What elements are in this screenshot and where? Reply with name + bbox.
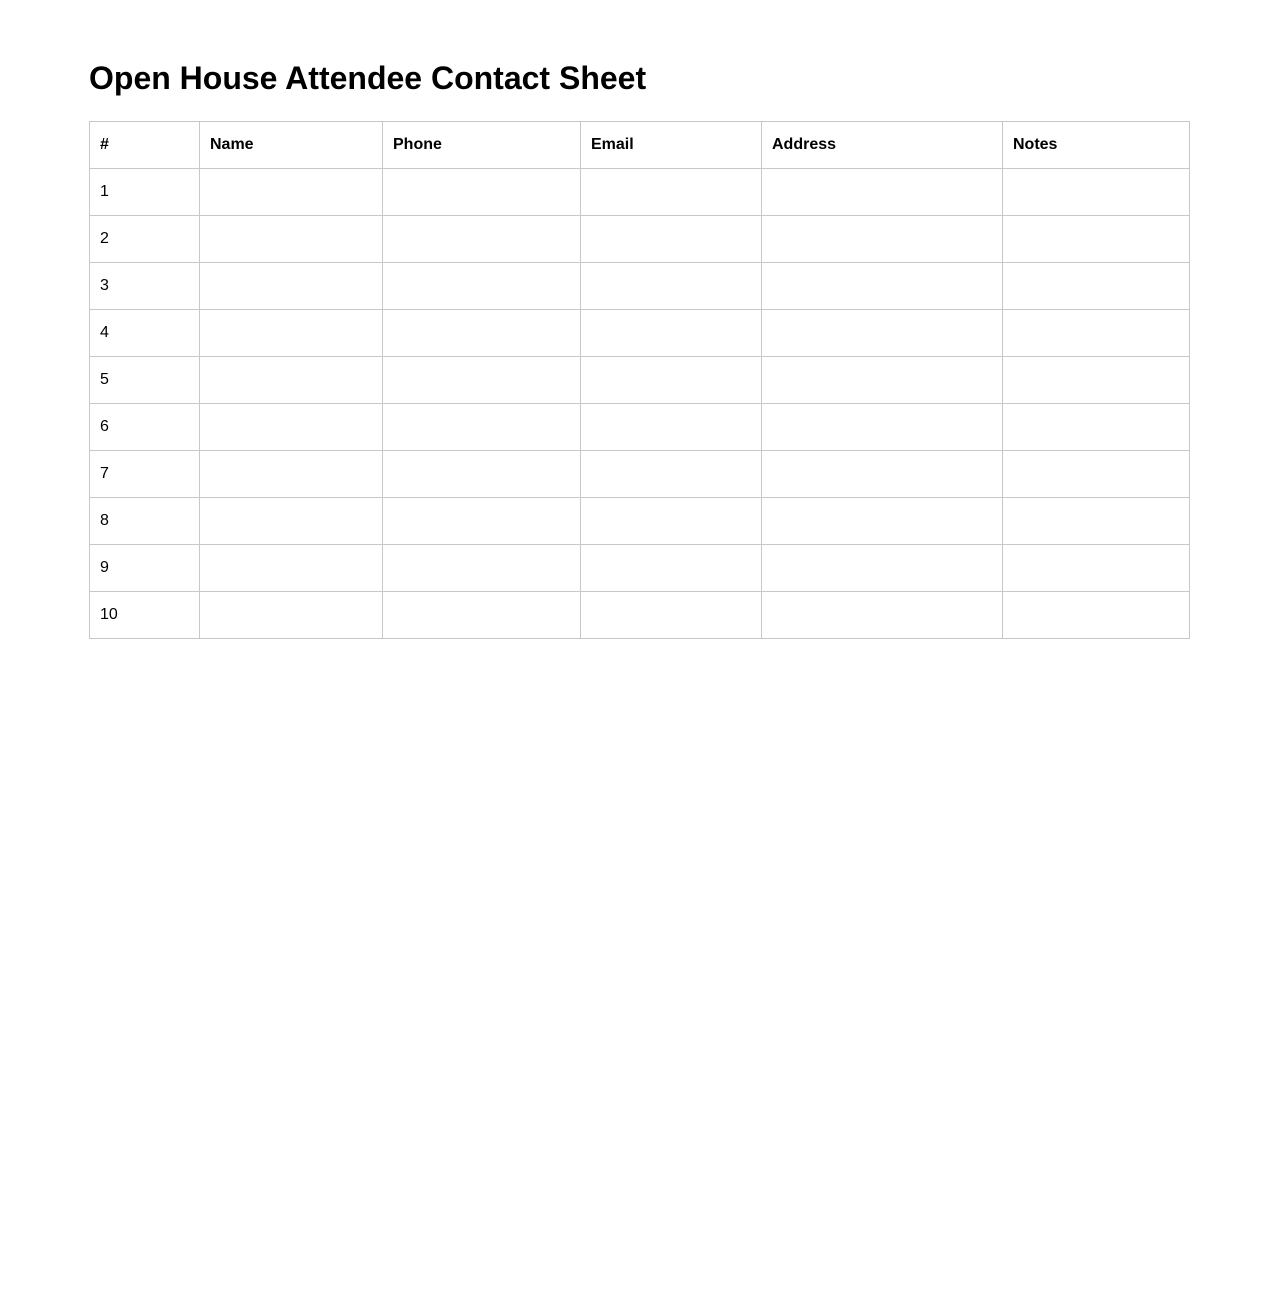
phone-cell[interactable]	[383, 592, 581, 639]
notes-cell[interactable]	[1003, 263, 1190, 310]
row-number: 9	[90, 545, 200, 592]
email-cell[interactable]	[581, 216, 762, 263]
notes-cell[interactable]	[1003, 592, 1190, 639]
name-cell[interactable]	[200, 592, 383, 639]
row-number: 6	[90, 404, 200, 451]
address-cell[interactable]	[762, 498, 1003, 545]
table-row	[90, 169, 1190, 216]
table-row	[90, 263, 1190, 310]
notes-cell[interactable]	[1003, 498, 1190, 545]
name-cell[interactable]	[200, 404, 383, 451]
row-number: 3	[90, 263, 200, 310]
table-row	[90, 216, 1190, 263]
name-cell[interactable]	[200, 216, 383, 263]
row-number: 10	[90, 592, 200, 639]
notes-cell[interactable]	[1003, 310, 1190, 357]
column-header-email: Email	[581, 122, 762, 169]
notes-cell[interactable]	[1003, 451, 1190, 498]
column-header-phone: Phone	[383, 122, 581, 169]
phone-cell[interactable]	[383, 263, 581, 310]
address-cell[interactable]	[762, 357, 1003, 404]
table-row	[90, 592, 1190, 639]
phone-cell[interactable]	[383, 498, 581, 545]
phone-cell[interactable]	[383, 357, 581, 404]
page-title: Open House Attendee Contact Sheet	[89, 60, 647, 96]
email-cell[interactable]	[581, 592, 762, 639]
address-cell[interactable]	[762, 592, 1003, 639]
email-cell[interactable]	[581, 545, 762, 592]
column-header-address: Address	[762, 122, 1003, 169]
table-row	[90, 498, 1190, 545]
address-cell[interactable]	[762, 545, 1003, 592]
name-cell[interactable]	[200, 451, 383, 498]
email-cell[interactable]	[581, 310, 762, 357]
phone-cell[interactable]	[383, 169, 581, 216]
address-cell[interactable]	[762, 216, 1003, 263]
column-header-notes: Notes	[1003, 122, 1190, 169]
address-cell[interactable]	[762, 451, 1003, 498]
name-cell[interactable]	[200, 498, 383, 545]
table-row	[90, 310, 1190, 357]
address-cell[interactable]	[762, 310, 1003, 357]
notes-cell[interactable]	[1003, 404, 1190, 451]
table-row	[90, 404, 1190, 451]
contact-sheet	[89, 56, 1189, 639]
email-cell[interactable]	[581, 498, 762, 545]
table-row	[90, 545, 1190, 592]
table-row	[90, 357, 1190, 404]
notes-cell[interactable]	[1003, 357, 1190, 404]
table-header-row	[90, 122, 1190, 169]
email-cell[interactable]	[581, 263, 762, 310]
name-cell[interactable]	[200, 357, 383, 404]
name-cell[interactable]	[200, 545, 383, 592]
email-cell[interactable]	[581, 451, 762, 498]
row-number: 1	[90, 169, 200, 216]
notes-cell[interactable]	[1003, 216, 1190, 263]
notes-cell[interactable]	[1003, 545, 1190, 592]
notes-cell[interactable]	[1003, 169, 1190, 216]
table-row	[90, 451, 1190, 498]
attendee-table	[89, 121, 1190, 639]
name-cell[interactable]	[200, 169, 383, 216]
phone-cell[interactable]	[383, 404, 581, 451]
email-cell[interactable]	[581, 169, 762, 216]
column-header-name: Name	[200, 122, 383, 169]
email-cell[interactable]	[581, 357, 762, 404]
name-cell[interactable]	[200, 263, 383, 310]
phone-cell[interactable]	[383, 545, 581, 592]
address-cell[interactable]	[762, 263, 1003, 310]
column-header-number: #	[90, 122, 200, 169]
row-number: 2	[90, 216, 200, 263]
email-cell[interactable]	[581, 404, 762, 451]
phone-cell[interactable]	[383, 310, 581, 357]
row-number: 5	[90, 357, 200, 404]
row-number: 4	[90, 310, 200, 357]
phone-cell[interactable]	[383, 451, 581, 498]
address-cell[interactable]	[762, 404, 1003, 451]
row-number: 7	[90, 451, 200, 498]
name-cell[interactable]	[200, 310, 383, 357]
row-number: 8	[90, 498, 200, 545]
phone-cell[interactable]	[383, 216, 581, 263]
address-cell[interactable]	[762, 169, 1003, 216]
